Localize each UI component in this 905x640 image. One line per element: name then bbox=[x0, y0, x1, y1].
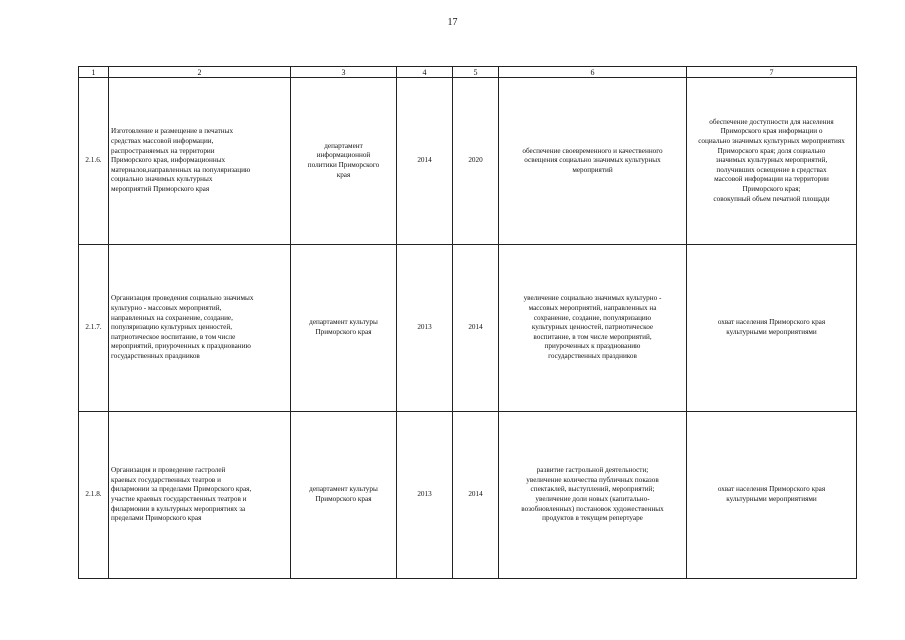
end-year: 2014 bbox=[453, 412, 499, 579]
executor-cell bbox=[291, 245, 397, 412]
row-code: 2.1.7. bbox=[79, 245, 109, 412]
table-row bbox=[79, 78, 857, 245]
measures-table bbox=[78, 66, 857, 579]
executor-text: департамент культуры Приморского края bbox=[309, 485, 378, 503]
indicator-text: охват населения Приморского края культурными мероприятиями bbox=[717, 318, 826, 336]
activity-cell bbox=[109, 245, 291, 412]
executor-text: департамент информационной политики Приморского края bbox=[307, 141, 380, 179]
result-text: развитие гастрольной деятельности; увеличение количества публичных показов спектаклей, выступлений, мероприятий; увеличение доли новых (капитально- возобновленных) постановок художественных продуктов в текущем репертуаре bbox=[521, 466, 664, 523]
indicator-cell bbox=[687, 412, 857, 579]
column-number-2: 2 bbox=[109, 67, 291, 78]
indicator-text: обеспечение доступности для населения Приморского края информации о социально значимых культурных мероприятиях Приморского края; доля социально значимых культурных мероприятий, получивших освещение в средствах массовой информации на территории Приморского края; совокупный объем печатной площади bbox=[698, 117, 845, 203]
row-code: 2.1.6. bbox=[79, 78, 109, 245]
table-row bbox=[79, 412, 857, 579]
indicator-cell bbox=[687, 245, 857, 412]
result-text: увеличение социально значимых культурно - массовых мероприятий, направленных на сохранение, создание, популяризацию культурных ценностей, патриотическое воспитание, в том числе мероприятий, приуроченных к празднованию государственных праздников bbox=[523, 294, 662, 360]
result-cell bbox=[499, 245, 687, 412]
activity-text: Организация проведения социально значимых культурно - массовых мероприятий, направленных на сохранение, создание, популяризацию культурных ценностей, патриотическое воспитание, в том числе мероприятий, приуроченных к празднованию государственных праздников bbox=[111, 294, 254, 360]
activity-text: Изготовление и размещение в печатных средствах массовой информации, распространяемых на территории Приморского края, информационных материалов,направленных на популяризацию социально значимых культурных мероприятий Приморского края bbox=[111, 127, 251, 193]
executor-cell bbox=[291, 78, 397, 245]
column-number-5: 5 bbox=[453, 67, 499, 78]
page-number: 17 bbox=[447, 17, 458, 28]
table-header-row bbox=[79, 67, 857, 78]
start-year: 2013 bbox=[397, 412, 453, 579]
activity-cell bbox=[109, 412, 291, 579]
column-number-4: 4 bbox=[397, 67, 453, 78]
result-text: обеспечение своевременного и качественного освещения социально значимых культурных мероприятий bbox=[522, 146, 663, 174]
start-year: 2014 bbox=[397, 78, 453, 245]
column-number-6: 6 bbox=[499, 67, 687, 78]
end-year: 2020 bbox=[453, 78, 499, 245]
row-code: 2.1.8. bbox=[79, 412, 109, 579]
column-number-1: 1 bbox=[79, 67, 109, 78]
activity-cell bbox=[109, 78, 291, 245]
indicator-cell bbox=[687, 78, 857, 245]
executor-text: департамент культуры Приморского края bbox=[309, 318, 378, 336]
result-cell bbox=[499, 412, 687, 579]
column-number-3: 3 bbox=[291, 67, 397, 78]
column-number-7: 7 bbox=[687, 67, 857, 78]
table-row bbox=[79, 245, 857, 412]
executor-cell bbox=[291, 412, 397, 579]
activity-text: Организация и проведение гастролей краевых государственных театров и филармонии за пределами Приморского края, участие краевых государственных театров и филармонии в культурных мероприятиях за пределами Приморского края bbox=[111, 466, 252, 523]
indicator-text: охват населения Приморского края культурными мероприятиями bbox=[717, 485, 826, 503]
end-year: 2014 bbox=[453, 245, 499, 412]
result-cell bbox=[499, 78, 687, 245]
start-year: 2013 bbox=[397, 245, 453, 412]
